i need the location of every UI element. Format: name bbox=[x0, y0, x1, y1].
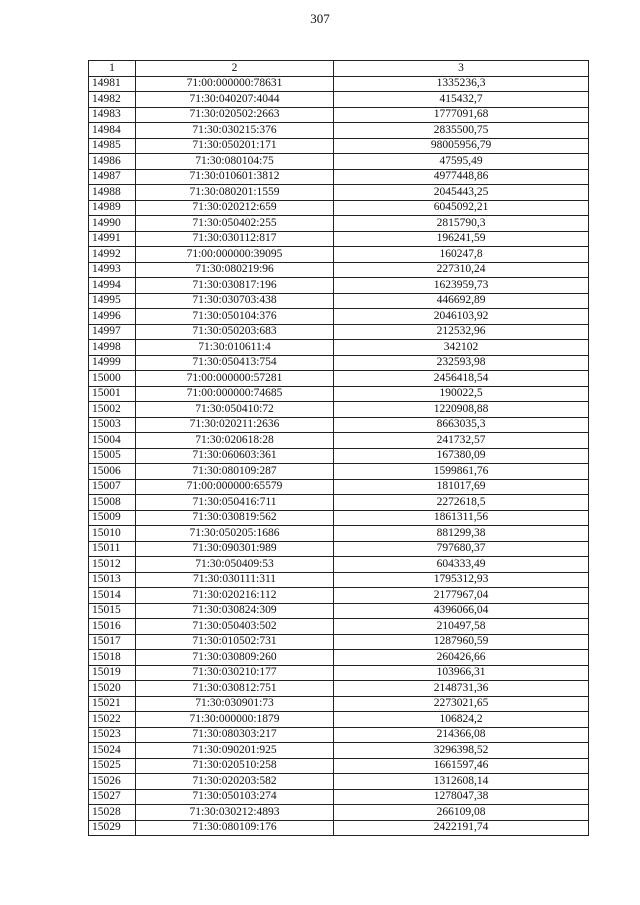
column-header-2: 2 bbox=[136, 61, 334, 77]
row-number-cell: 15017 bbox=[89, 634, 136, 650]
table-row bbox=[89, 572, 589, 588]
value-cell: 196241,59 bbox=[334, 231, 589, 247]
cadastral-number-cell: 71:30:030819:562 bbox=[136, 510, 334, 526]
cadastral-number-cell: 71:30:030212:4893 bbox=[136, 805, 334, 821]
value-cell: 2177967,04 bbox=[334, 588, 589, 604]
value-cell: 1777091,68 bbox=[334, 107, 589, 123]
value-cell: 881299,38 bbox=[334, 526, 589, 542]
cadastral-number-cell: 71:30:050410:72 bbox=[136, 402, 334, 418]
table-row bbox=[89, 774, 589, 790]
cadastral-number-cell: 71:30:040207:4044 bbox=[136, 92, 334, 108]
row-number-cell: 15020 bbox=[89, 681, 136, 697]
row-number-cell: 15019 bbox=[89, 665, 136, 681]
value-cell: 604333,49 bbox=[334, 557, 589, 573]
cadastral-number-cell: 71:30:050104:376 bbox=[136, 309, 334, 325]
value-cell: 415432,7 bbox=[334, 92, 589, 108]
row-number-cell: 14998 bbox=[89, 340, 136, 356]
cadastral-number-cell: 71:30:020211:2636 bbox=[136, 417, 334, 433]
table-row bbox=[89, 154, 589, 170]
value-cell: 1861311,56 bbox=[334, 510, 589, 526]
row-number-cell: 14992 bbox=[89, 247, 136, 263]
cadastral-number-cell: 71:30:080109:287 bbox=[136, 464, 334, 480]
row-number-cell: 15011 bbox=[89, 541, 136, 557]
value-cell: 212532,96 bbox=[334, 324, 589, 340]
cadastral-number-cell: 71:30:030112:817 bbox=[136, 231, 334, 247]
value-cell: 8663035,3 bbox=[334, 417, 589, 433]
value-cell: 210497,58 bbox=[334, 619, 589, 635]
value-cell: 167380,09 bbox=[334, 448, 589, 464]
table-row bbox=[89, 278, 589, 294]
value-cell: 1661597,46 bbox=[334, 758, 589, 774]
value-cell: 1335236,3 bbox=[334, 76, 589, 92]
cadastral-number-cell: 71:30:030111:311 bbox=[136, 572, 334, 588]
row-number-cell: 15010 bbox=[89, 526, 136, 542]
row-number-cell: 14994 bbox=[89, 278, 136, 294]
cadastral-number-cell: 71:30:080303:217 bbox=[136, 727, 334, 743]
cadastral-number-cell: 71:30:050409:53 bbox=[136, 557, 334, 573]
table-row bbox=[89, 805, 589, 821]
row-number-cell: 15000 bbox=[89, 371, 136, 387]
table-row bbox=[89, 324, 589, 340]
table-row bbox=[89, 464, 589, 480]
cadastral-number-cell: 71:30:020618:28 bbox=[136, 433, 334, 449]
cadastral-number-cell: 71:30:090301:989 bbox=[136, 541, 334, 557]
cadastral-number-cell: 71:00:000000:57281 bbox=[136, 371, 334, 387]
row-number-cell: 15015 bbox=[89, 603, 136, 619]
row-number-cell: 15013 bbox=[89, 572, 136, 588]
value-cell: 1278047,38 bbox=[334, 789, 589, 805]
table-row bbox=[89, 402, 589, 418]
value-cell: 106824,2 bbox=[334, 712, 589, 728]
cadastral-number-cell: 71:30:090201:925 bbox=[136, 743, 334, 759]
column-header-3: 3 bbox=[334, 61, 589, 77]
value-cell: 2272618,5 bbox=[334, 495, 589, 511]
row-number-cell: 15002 bbox=[89, 402, 136, 418]
table-row bbox=[89, 665, 589, 681]
row-number-cell: 14990 bbox=[89, 216, 136, 232]
value-cell: 103966,31 bbox=[334, 665, 589, 681]
row-number-cell: 15025 bbox=[89, 758, 136, 774]
row-number-cell: 15001 bbox=[89, 386, 136, 402]
cadastral-number-cell: 71:30:030824:309 bbox=[136, 603, 334, 619]
table-row bbox=[89, 479, 589, 495]
cadastral-number-cell: 71:30:020502:2663 bbox=[136, 107, 334, 123]
table-row bbox=[89, 138, 589, 154]
cadastral-number-cell: 71:30:020203:582 bbox=[136, 774, 334, 790]
row-number-cell: 15003 bbox=[89, 417, 136, 433]
cadastral-number-cell: 71:30:050201:171 bbox=[136, 138, 334, 154]
row-number-cell: 14988 bbox=[89, 185, 136, 201]
page-number: 307 bbox=[310, 11, 330, 26]
cadastral-number-cell: 71:00:000000:74685 bbox=[136, 386, 334, 402]
table-row bbox=[89, 696, 589, 712]
row-number-cell: 14983 bbox=[89, 107, 136, 123]
cadastral-number-cell: 71:30:010611:4 bbox=[136, 340, 334, 356]
value-cell: 1312608,14 bbox=[334, 774, 589, 790]
column-header-1: 1 bbox=[89, 61, 136, 77]
cadastral-number-cell: 71:30:080219:96 bbox=[136, 262, 334, 278]
value-cell: 2422191,74 bbox=[334, 820, 589, 836]
row-number-cell: 15021 bbox=[89, 696, 136, 712]
row-number-cell: 14981 bbox=[89, 76, 136, 92]
value-cell: 232593,98 bbox=[334, 355, 589, 371]
value-cell: 266109,08 bbox=[334, 805, 589, 821]
table-row bbox=[89, 588, 589, 604]
table-row bbox=[89, 619, 589, 635]
value-cell: 2815790,3 bbox=[334, 216, 589, 232]
row-number-cell: 14984 bbox=[89, 123, 136, 139]
cadastral-number-cell: 71:30:080201:1559 bbox=[136, 185, 334, 201]
cadastral-number-cell: 71:30:010601:3812 bbox=[136, 169, 334, 185]
row-number-cell: 14991 bbox=[89, 231, 136, 247]
row-number-cell: 14986 bbox=[89, 154, 136, 170]
table-row bbox=[89, 293, 589, 309]
value-cell: 181017,69 bbox=[334, 479, 589, 495]
value-cell: 4977448,86 bbox=[334, 169, 589, 185]
row-number-cell: 15008 bbox=[89, 495, 136, 511]
table-row bbox=[89, 216, 589, 232]
table-row bbox=[89, 433, 589, 449]
cadastral-number-cell: 71:00:000000:78631 bbox=[136, 76, 334, 92]
cadastral-number-cell: 71:30:030215:376 bbox=[136, 123, 334, 139]
row-number-cell: 14985 bbox=[89, 138, 136, 154]
row-number-cell: 15007 bbox=[89, 479, 136, 495]
table-row bbox=[89, 541, 589, 557]
value-cell: 2045443,25 bbox=[334, 185, 589, 201]
header-row bbox=[89, 61, 589, 77]
value-cell: 1795312,93 bbox=[334, 572, 589, 588]
cadastral-number-cell: 71:30:050103:274 bbox=[136, 789, 334, 805]
cadastral-number-cell: 71:30:050403:502 bbox=[136, 619, 334, 635]
row-number-cell: 14987 bbox=[89, 169, 136, 185]
table-row bbox=[89, 820, 589, 836]
row-number-cell: 15026 bbox=[89, 774, 136, 790]
value-cell: 47595,49 bbox=[334, 154, 589, 170]
value-cell: 1599861,76 bbox=[334, 464, 589, 480]
table-row bbox=[89, 169, 589, 185]
table-row bbox=[89, 448, 589, 464]
table-row bbox=[89, 650, 589, 666]
value-cell: 6045092,21 bbox=[334, 200, 589, 216]
table-row bbox=[89, 200, 589, 216]
row-number-cell: 15014 bbox=[89, 588, 136, 604]
row-number-cell: 14993 bbox=[89, 262, 136, 278]
value-cell: 446692,89 bbox=[334, 293, 589, 309]
cadastral-number-cell: 71:30:020212:659 bbox=[136, 200, 334, 216]
value-cell: 1287960,59 bbox=[334, 634, 589, 650]
table-row bbox=[89, 247, 589, 263]
row-number-cell: 15009 bbox=[89, 510, 136, 526]
value-cell: 190022,5 bbox=[334, 386, 589, 402]
table-header bbox=[89, 61, 589, 77]
row-number-cell: 15018 bbox=[89, 650, 136, 666]
row-number-cell: 14999 bbox=[89, 355, 136, 371]
table-row bbox=[89, 495, 589, 511]
cadastral-number-cell: 71:00:000000:39095 bbox=[136, 247, 334, 263]
table-row bbox=[89, 526, 589, 542]
table-row bbox=[89, 510, 589, 526]
cadastral-number-cell: 71:30:000000:1879 bbox=[136, 712, 334, 728]
row-number-cell: 15016 bbox=[89, 619, 136, 635]
row-number-cell: 14996 bbox=[89, 309, 136, 325]
value-cell: 227310,24 bbox=[334, 262, 589, 278]
cadastral-number-cell: 71:30:060603:361 bbox=[136, 448, 334, 464]
table-body bbox=[89, 76, 589, 836]
value-cell: 2456418,54 bbox=[334, 371, 589, 387]
cadastral-number-cell: 71:30:030901:73 bbox=[136, 696, 334, 712]
row-number-cell: 14997 bbox=[89, 324, 136, 340]
cadastral-number-cell: 71:30:020510:258 bbox=[136, 758, 334, 774]
cadastral-number-cell: 71:30:050203:683 bbox=[136, 324, 334, 340]
data-table bbox=[88, 60, 589, 836]
cadastral-number-cell: 71:30:050205:1686 bbox=[136, 526, 334, 542]
value-cell: 3296398,52 bbox=[334, 743, 589, 759]
table-row bbox=[89, 681, 589, 697]
table-row bbox=[89, 231, 589, 247]
cadastral-number-cell: 71:30:050413:754 bbox=[136, 355, 334, 371]
row-number-cell: 14989 bbox=[89, 200, 136, 216]
value-cell: 2835500,75 bbox=[334, 123, 589, 139]
table-row bbox=[89, 309, 589, 325]
cadastral-number-cell: 71:30:010502:731 bbox=[136, 634, 334, 650]
value-cell: 1623959,73 bbox=[334, 278, 589, 294]
cadastral-number-cell: 71:30:020216:112 bbox=[136, 588, 334, 604]
cadastral-number-cell: 71:30:030812:751 bbox=[136, 681, 334, 697]
value-cell: 2273021,65 bbox=[334, 696, 589, 712]
table-row bbox=[89, 355, 589, 371]
cadastral-number-cell: 71:30:030817:196 bbox=[136, 278, 334, 294]
row-number-cell: 14982 bbox=[89, 92, 136, 108]
row-number-cell: 15029 bbox=[89, 820, 136, 836]
table-row bbox=[89, 603, 589, 619]
value-cell: 2046103,92 bbox=[334, 309, 589, 325]
table-row bbox=[89, 743, 589, 759]
row-number-cell: 15005 bbox=[89, 448, 136, 464]
value-cell: 214366,08 bbox=[334, 727, 589, 743]
row-number-cell: 15006 bbox=[89, 464, 136, 480]
table-row bbox=[89, 107, 589, 123]
cadastral-number-cell: 71:30:080109:176 bbox=[136, 820, 334, 836]
value-cell: 260426,66 bbox=[334, 650, 589, 666]
table-row bbox=[89, 417, 589, 433]
row-number-cell: 14995 bbox=[89, 293, 136, 309]
value-cell: 2148731,36 bbox=[334, 681, 589, 697]
value-cell: 98005956,79 bbox=[334, 138, 589, 154]
row-number-cell: 15022 bbox=[89, 712, 136, 728]
row-number-cell: 15028 bbox=[89, 805, 136, 821]
row-number-cell: 15004 bbox=[89, 433, 136, 449]
cadastral-number-cell: 71:30:030703:438 bbox=[136, 293, 334, 309]
table-row bbox=[89, 371, 589, 387]
cadastral-number-cell: 71:30:050416:711 bbox=[136, 495, 334, 511]
value-cell: 241732,57 bbox=[334, 433, 589, 449]
table-row bbox=[89, 727, 589, 743]
cadastral-number-cell: 71:00:000000:65579 bbox=[136, 479, 334, 495]
cadastral-number-cell: 71:30:030210:177 bbox=[136, 665, 334, 681]
value-cell: 4396066,04 bbox=[334, 603, 589, 619]
table-row bbox=[89, 123, 589, 139]
table-row bbox=[89, 758, 589, 774]
cadastral-number-cell: 71:30:050402:255 bbox=[136, 216, 334, 232]
value-cell: 160247,8 bbox=[334, 247, 589, 263]
cadastral-number-cell: 71:30:030809:260 bbox=[136, 650, 334, 666]
table-row bbox=[89, 92, 589, 108]
value-cell: 342102 bbox=[334, 340, 589, 356]
value-cell: 1220908,88 bbox=[334, 402, 589, 418]
table-row bbox=[89, 557, 589, 573]
row-number-cell: 15024 bbox=[89, 743, 136, 759]
cadastral-number-cell: 71:30:080104:75 bbox=[136, 154, 334, 170]
table-row bbox=[89, 712, 589, 728]
table-row bbox=[89, 340, 589, 356]
table-row bbox=[89, 789, 589, 805]
table-row bbox=[89, 262, 589, 278]
row-number-cell: 15023 bbox=[89, 727, 136, 743]
table-row bbox=[89, 634, 589, 650]
table-row bbox=[89, 386, 589, 402]
row-number-cell: 15027 bbox=[89, 789, 136, 805]
row-number-cell: 15012 bbox=[89, 557, 136, 573]
table-row bbox=[89, 185, 589, 201]
table-row bbox=[89, 76, 589, 92]
value-cell: 797680,37 bbox=[334, 541, 589, 557]
